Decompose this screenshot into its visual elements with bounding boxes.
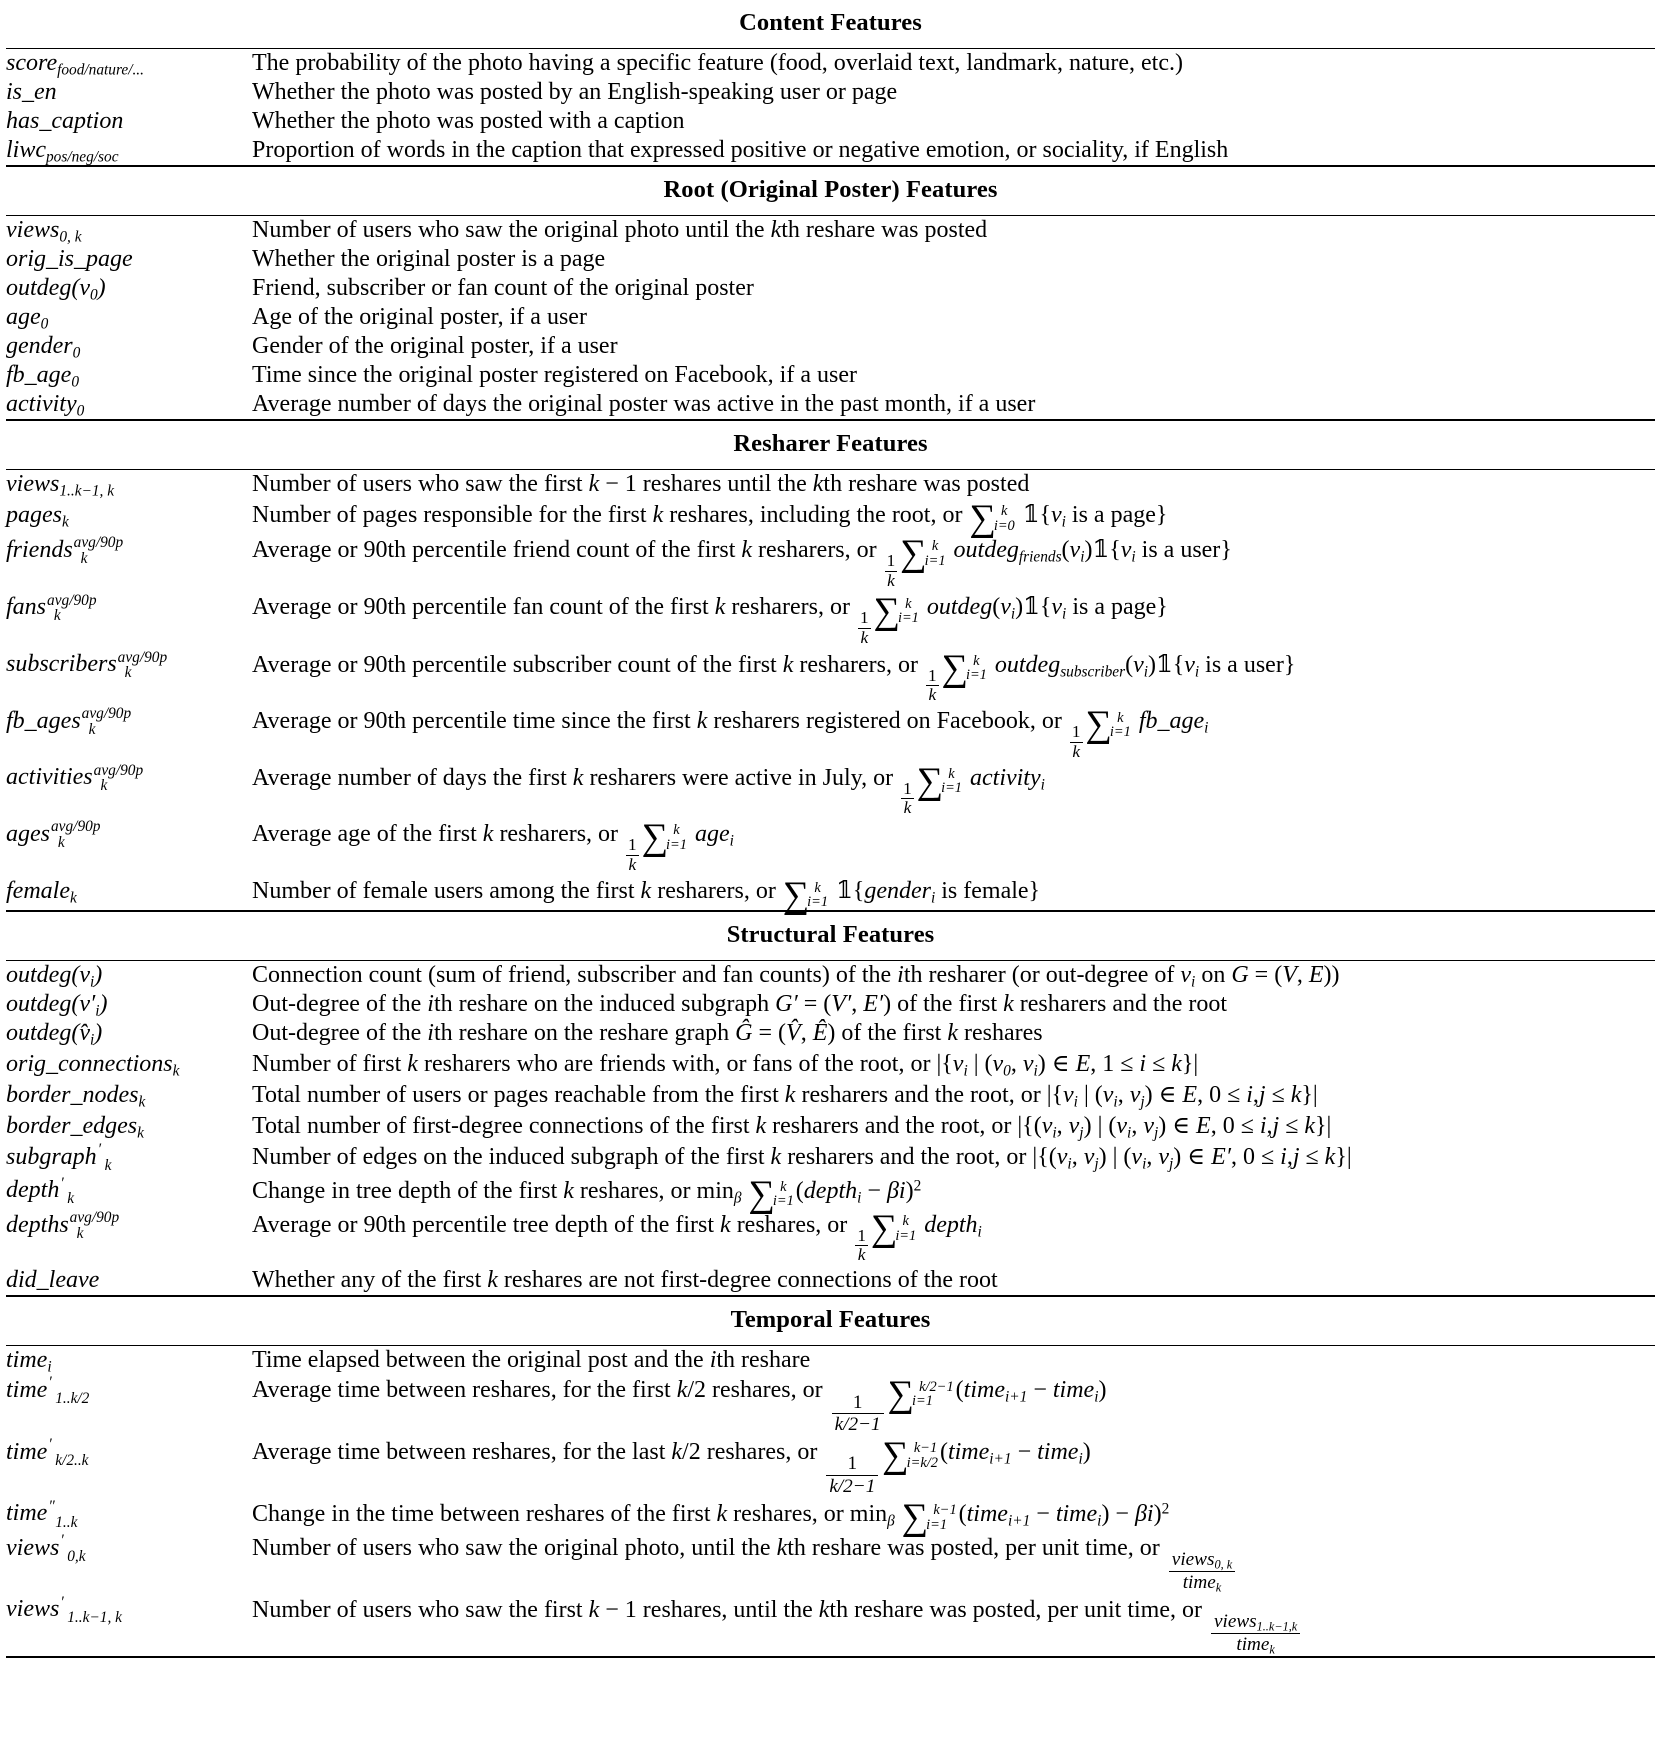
feature-name: views ′ 0,k <box>6 1532 86 1565</box>
feature-description: Average age of the first k resharers, or $\frac{1}{k}$ ∑ k i=1 age$_i$ <box>252 817 734 874</box>
feature-name: time ″ 1..k <box>6 1497 78 1531</box>
table-row <box>6 303 1655 332</box>
table-row <box>6 1210 1655 1266</box>
feature-description: Change in the time between reshares of the first k reshares, or $\min_\beta$ ∑ k−1 i=1 (time$_{i+1}$ − time$_i$) − βi)$^2$ <box>252 1496 1170 1538</box>
feature-name: ages avg/90p k <box>6 818 101 851</box>
feature-name: pages$_k$ <box>6 502 69 531</box>
section-header-resharer <box>6 421 1655 470</box>
feature-name: fb_age$_0$ <box>6 362 80 391</box>
feature-description: Number of users who saw the first k − 1 reshares until the kth reshare was posted <box>252 471 1030 497</box>
feature-name: views$_{1..k-1, k}$ <box>6 471 115 500</box>
table-row <box>6 1141 1655 1175</box>
table-row <box>6 361 1655 390</box>
feature-name: views ′ 1..k−1, k <box>6 1593 122 1627</box>
feature-description: Whether the photo was posted by an English-speaking user or page <box>252 79 898 105</box>
section-header-content <box>6 0 1655 49</box>
feature-name: $outdeg(v_i)$ <box>6 962 103 991</box>
feature-name: subgraph ′ k <box>6 1141 112 1175</box>
table-row <box>6 1110 1655 1141</box>
feature-name: fb_ages avg/90p k <box>6 705 132 738</box>
feature-description: Time since the original poster registered on Facebook, if a user <box>252 362 857 388</box>
table-row <box>6 274 1655 303</box>
feature-description: Total number of first-degree connections of the first k resharers and the root, or $|\{(v_i$, $v_j$) | ($v_i$, $v_j$) ∈ E, 0 ≤ i,j ≤ k}| <box>252 1113 1332 1142</box>
feature-description: Connection count (sum of friend, subscriber and fan counts) of the ith resharer (or out-degree of $v_i$ on G = (V, E)) <box>252 962 1340 991</box>
section-title: Structural Features <box>726 921 935 949</box>
feature-name: friends avg/90p k <box>6 534 124 567</box>
feature-name: is_en <box>6 79 57 105</box>
feature-description: Whether any of the first k reshares are not first-degree connections of the root <box>252 1267 998 1294</box>
feature-description: Proportion of words in the caption that expressed positive or negative emotion, or sociality, if English <box>252 137 1229 163</box>
table-row <box>6 1175 1655 1209</box>
table-row <box>6 1346 1655 1375</box>
feature-description: Average or 90th percentile time since the first k resharers registered on Facebook, or $\frac{1}{k}$ ∑ k i=1 fb_age$_i$ <box>252 704 1209 761</box>
table-row <box>6 1533 1655 1595</box>
table-row <box>6 1019 1655 1048</box>
feature-description: The probability of the photo having a specific feature (food, overlaid text, landmark, nature, etc.) <box>252 50 1183 76</box>
table-row <box>6 649 1655 706</box>
feature-description: Number of users who saw the original photo until the kth reshare was posted <box>252 217 988 243</box>
feature-name: score$_{food/nature/...}$ <box>6 50 144 79</box>
feature-description: Time elapsed between the original post and the ith reshare <box>252 1347 811 1374</box>
section-title: Root (Original Poster) Features <box>663 176 998 203</box>
table-row <box>6 1079 1655 1110</box>
section-header-temporal <box>6 1297 1655 1346</box>
feature-name: $outdeg(v'_i)$ <box>6 991 108 1020</box>
feature-description: Out-degree of the ith reshare on the induced subgraph G′ = (V′, E′) of the first k resharers and the root <box>252 991 1228 1018</box>
feature-description: Average or 90th percentile subscriber count of the first k resharers, or $\frac{1}{k}$ ∑ k i=1 $outdeg_{subscriber}(v_i)𝟙\{v_i$ is a user} <box>252 647 1296 705</box>
table-row <box>6 990 1655 1019</box>
table-row <box>6 591 1655 648</box>
table-row <box>6 762 1655 818</box>
feature-name: fans avg/90p k <box>6 591 97 625</box>
feature-name: did_leave <box>6 1267 100 1294</box>
feature-description: Average or 90th percentile fan count of the first k resharers, or $\frac{1}{k}$ ∑ k i=1 $outdeg(v_i)𝟙\{v_i$ is a page} <box>252 590 1168 647</box>
feature-name: border_edges$_k$ <box>6 1113 144 1142</box>
feature-description: Total number of users or pages reachable from the first k resharers and the root, or $|\{v_i$ | ($v_i$, $v_j$) ∈ E, 0 ≤ i,j ≤ k}| <box>252 1082 1318 1111</box>
feature-name: subscribers avg/90p k <box>6 648 168 682</box>
table-row <box>6 819 1655 875</box>
feature-description: Whether the original poster is a page <box>252 246 606 272</box>
table-row <box>6 332 1655 361</box>
table-row <box>6 49 1655 78</box>
table-row <box>6 534 1655 591</box>
table-row <box>6 1437 1655 1499</box>
feature-name: $outdeg(v_0)$ <box>6 275 106 304</box>
table-row <box>6 136 1655 166</box>
table-row <box>6 875 1655 911</box>
table-row <box>6 1498 1655 1532</box>
table-row <box>6 1375 1655 1437</box>
feature-name: depths avg/90p k <box>6 1208 120 1242</box>
table-row <box>6 961 1655 990</box>
feature-description: Age of the original poster, if a user <box>252 304 587 330</box>
feature-name: time$_i$ <box>6 1347 52 1376</box>
feature-description: Average time between reshares, for the last k/2 reshares, or $\frac{1}{k/2-1}$ ∑ k−1 i=k/2 (time$_{i+1}$ − time$_i$) <box>252 1435 1091 1497</box>
feature-name: has_caption <box>6 108 124 134</box>
feature-name: female$_k$ <box>6 878 77 907</box>
section-title: Resharer Features <box>733 430 928 457</box>
feature-description: Average or 90th percentile tree depth of the first k reshares, or $\frac{1}{k}$ ∑ k i=1 depth$_i$ <box>252 1208 982 1265</box>
feature-name: liwc$_{pos/neg/soc}$ <box>6 137 119 166</box>
table-row <box>6 499 1655 534</box>
table-row <box>6 245 1655 274</box>
feature-description: Number of users who saw the original photo, until the kth reshare was posted, per unit time, or $\frac{views_{0, k}}{time_k}$ <box>252 1533 1655 1595</box>
feature-name: views$_{0, k}$ <box>6 217 82 246</box>
feature-description: Average time between reshares, for the first k/2 reshares, or $\frac{1}{k/2-1}$ ∑ k/2−1 i=1 (time$_{i+1}$ − time$_i$) <box>252 1373 1107 1436</box>
feature-description: Number of users who saw the first k − 1 reshares, until the kth reshare was posted, per unit time, or $\frac{views_{1..k-1,k}}{time_k}$ <box>252 1594 1655 1657</box>
feature-description: Average number of days the first k resharers were active in July, or $\frac{1}{k}$ ∑ k i=1 activity$_i$ <box>252 760 1045 818</box>
feature-description: Number of first k resharers who are friends with, or fans of the root, or $|\{v_i$ | ($v_0$, $v_i$) ∈ E, 1 ≤ i ≤ k}| <box>252 1051 1199 1080</box>
feature-name: activities avg/90p k <box>6 761 144 795</box>
feature-name: depth ′ k <box>6 1174 75 1208</box>
feature-description: Friend, subscriber or fan count of the original poster <box>252 275 754 301</box>
section-title: Temporal Features <box>730 1306 931 1334</box>
table-row <box>6 1266 1655 1296</box>
feature-table <box>6 0 1655 1658</box>
feature-name: border_nodes$_k$ <box>6 1082 146 1111</box>
table-row <box>6 216 1655 245</box>
feature-name: orig_is_page <box>6 246 133 272</box>
table-row <box>6 1594 1655 1657</box>
feature-description: Number of pages responsible for the first k reshares, including the root, or ∑ k i=0 $𝟙\{v_i$ is a page} <box>252 498 1168 540</box>
feature-name: activity$_0$ <box>6 391 85 420</box>
section-header-root <box>6 167 1655 216</box>
feature-description: Change in tree depth of the first k reshares, or $\min_\beta$ ∑ k i=1 (depth$_i$ − βi)$^2$ <box>252 1173 922 1215</box>
rule <box>6 1657 1655 1658</box>
feature-description: Out-degree of the ith reshare on the reshare graph Ĝ = (V̂, Ê) of the first k reshares <box>252 1020 1043 1047</box>
feature-description: Average number of days the original poster was active in the past month, if a user <box>252 391 1036 417</box>
table-row <box>6 1048 1655 1079</box>
feature-description: Whether the photo was posted with a caption <box>252 108 685 134</box>
feature-name: time ′ k/2..k <box>6 1436 89 1469</box>
table-row <box>6 470 1655 499</box>
table-row <box>6 706 1655 762</box>
feature-description: Average or 90th percentile friend count of the first k resharers, or $\frac{1}{k}$ ∑ k i=1 $outdeg_{friends}(v_i)𝟙\{v_i$ is a user} <box>252 533 1232 590</box>
table-row <box>6 390 1655 420</box>
table-row <box>6 107 1655 136</box>
section-header-structural <box>6 912 1655 961</box>
feature-name: orig_connections$_k$ <box>6 1051 180 1080</box>
feature-name: gender$_0$ <box>6 333 81 362</box>
feature-name: age$_0$ <box>6 304 49 333</box>
feature-description: Number of female users among the first k resharers, or ∑ k i=1 𝟙{gender$_i$ is female} <box>252 874 1041 916</box>
section-title: Content Features <box>739 9 922 36</box>
feature-name: $outdeg(v̂_i)$ <box>6 1020 103 1049</box>
feature-name: time ′ 1..k/2 <box>6 1374 90 1408</box>
feature-description: Number of edges on the induced subgraph of the first k resharers and the root, or $|\{(v_i$, $v_j$) | ($v_i$, $v_j$) ∈ E′, 0 ≤ i,j ≤ k}| <box>252 1144 1352 1173</box>
feature-description: Gender of the original poster, if a user <box>252 333 618 359</box>
table-row <box>6 78 1655 107</box>
